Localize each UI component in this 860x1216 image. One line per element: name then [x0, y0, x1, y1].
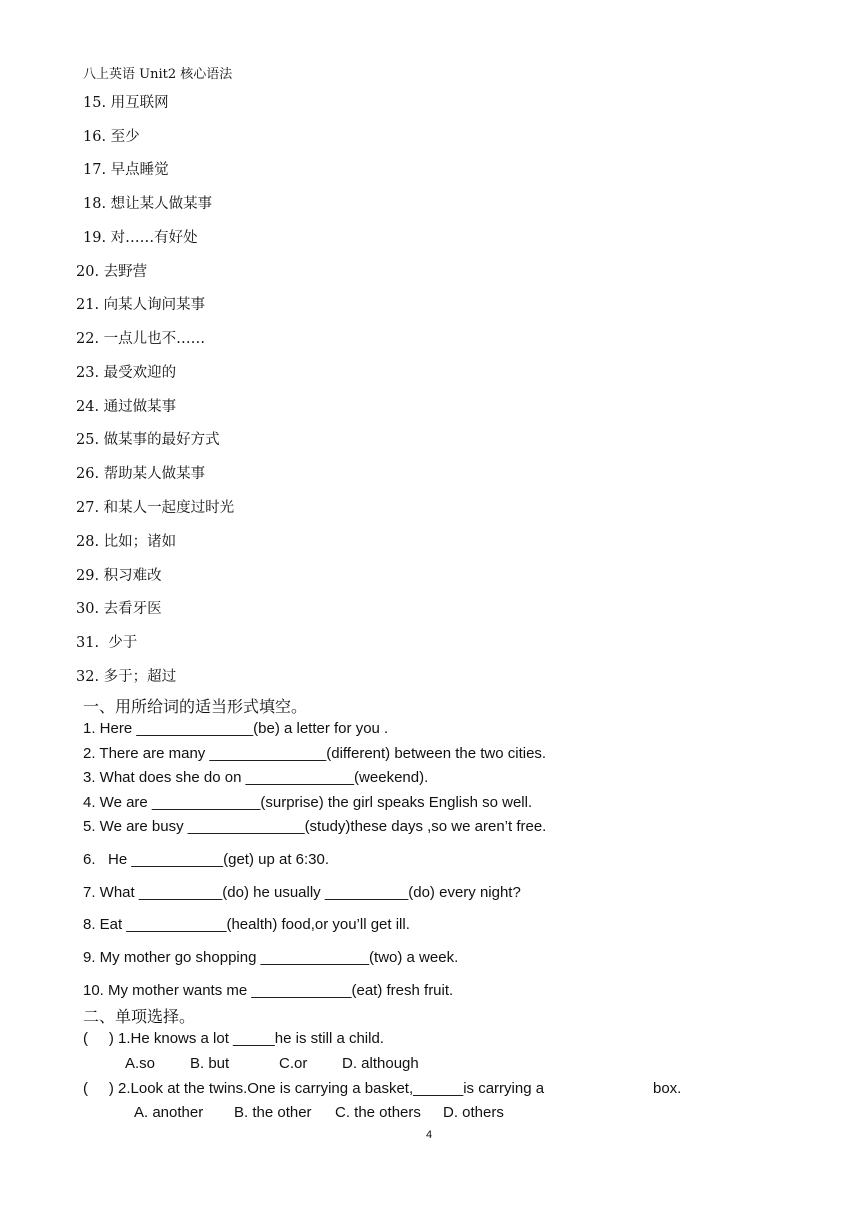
phrase-item: 19. 对……有好处: [83, 230, 198, 246]
exercise-item: 7. What __________(do) he usually __________(do) every night?: [83, 884, 521, 901]
phrase-item: 24. 通过做某事: [76, 399, 177, 415]
exercise-item: 10. My mother wants me ____________(eat) fresh fruit.: [83, 982, 454, 999]
exercise-item: 3. What does she do on _____________(weekend).: [83, 769, 429, 786]
exercise-item: 9. My mother go shopping _____________(two) a week.: [83, 949, 459, 966]
phrase-item: 22. 一点儿也不……: [76, 331, 206, 347]
phrase-item: 30. 去看牙医: [76, 601, 162, 617]
option-d: D. although: [342, 1055, 419, 1072]
exercise-item: 2. There are many ______________(different) between the two cities.: [83, 745, 547, 762]
page-header: 八上英语 Unit2 核心语法: [83, 67, 233, 82]
option-d: D. others: [443, 1104, 504, 1121]
phrase-item: 25. 做某事的最好方式: [76, 432, 220, 448]
option-a: A. another: [134, 1104, 204, 1121]
phrase-item: 28. 比如；诸如: [76, 534, 177, 550]
option-c: C.or: [279, 1055, 308, 1072]
phrase-item: 18. 想让某人做某事: [83, 196, 213, 212]
section-1-title: 一、用所给词的适当形式填空。: [83, 697, 308, 716]
exercise-item: 4. We are _____________(surprise) the girl speaks English so well.: [83, 794, 533, 811]
option-b: B. the other: [234, 1104, 312, 1121]
phrase-item: 26. 帮助某人做某事: [76, 466, 206, 482]
question-stem-tail: box.: [653, 1080, 682, 1097]
phrase-item: 21. 向某人询问某事: [76, 297, 206, 313]
question-stem: ( ) 1.He knows a lot _____he is still a child.: [83, 1030, 384, 1047]
option-a: A.so: [125, 1055, 156, 1072]
question-stem: ( ) 2.Look at the twins.One is carrying a basket,______is carrying a: [83, 1080, 545, 1097]
phrase-item: 16. 至少: [83, 129, 140, 145]
phrase-item: 31. 少于: [76, 635, 138, 651]
exercise-item: 1. Here ______________(be) a letter for you .: [83, 720, 389, 737]
phrase-item: 29. 积习难改: [76, 568, 162, 584]
phrase-item: 32. 多于；超过: [76, 669, 177, 685]
option-c: C. the others: [335, 1104, 421, 1121]
exercise-item: 5. We are busy ______________(study)these days ,so we aren’t free.: [83, 818, 547, 835]
phrase-item: 20. 去野营: [76, 264, 148, 280]
phrase-item: 23. 最受欢迎的: [76, 365, 177, 381]
page-number: 4: [426, 1129, 433, 1141]
phrase-item: 17. 早点睡觉: [83, 162, 169, 178]
option-b: B. but: [190, 1055, 230, 1072]
phrase-item: 15. 用互联网: [83, 95, 169, 111]
exercise-item: 6. He ___________(get) up at 6:30.: [83, 851, 330, 868]
section-2-title: 二、单项选择。: [83, 1007, 196, 1026]
phrase-item: 27. 和某人一起度过时光: [76, 500, 235, 516]
exercise-item: 8. Eat ____________(health) food,or you’ll get ill.: [83, 916, 410, 933]
